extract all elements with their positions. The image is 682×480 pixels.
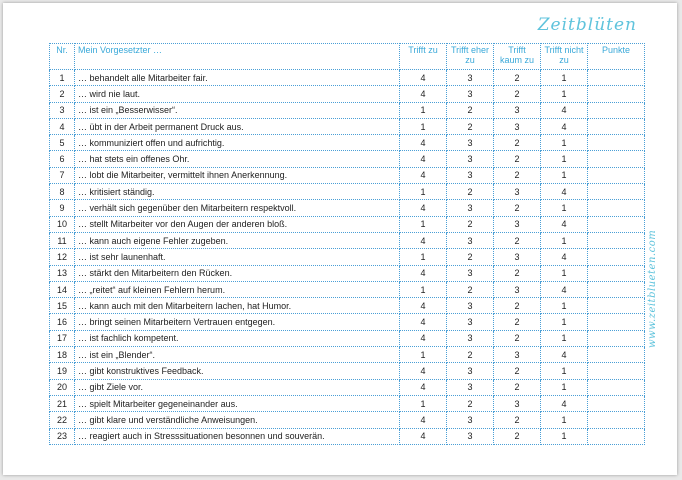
value-trifft-zu: 4 bbox=[400, 363, 447, 379]
table-body bbox=[50, 70, 645, 445]
value-trifft-kaum-zu: 2 bbox=[494, 379, 541, 395]
row-number: 20 bbox=[50, 379, 75, 395]
value-trifft-zu: 1 bbox=[400, 395, 447, 411]
value-trifft-zu: 4 bbox=[400, 232, 447, 248]
row-number: 5 bbox=[50, 135, 75, 151]
value-trifft-eher-zu: 3 bbox=[447, 70, 494, 86]
side-url: www.zeitblueten.com bbox=[647, 229, 658, 348]
value-trifft-nicht-zu: 4 bbox=[541, 184, 588, 200]
header-trifft-zu: Trifft zu bbox=[400, 44, 447, 70]
value-trifft-zu: 1 bbox=[400, 281, 447, 297]
points-cell[interactable] bbox=[588, 184, 645, 200]
value-trifft-nicht-zu: 1 bbox=[541, 70, 588, 86]
value-trifft-zu: 1 bbox=[400, 216, 447, 232]
value-trifft-zu: 4 bbox=[400, 70, 447, 86]
table-row bbox=[50, 281, 645, 297]
row-number: 11 bbox=[50, 232, 75, 248]
row-number: 18 bbox=[50, 347, 75, 363]
value-trifft-eher-zu: 3 bbox=[447, 412, 494, 428]
value-trifft-zu: 1 bbox=[400, 184, 447, 200]
row-number: 17 bbox=[50, 330, 75, 346]
table-row bbox=[50, 428, 645, 444]
value-trifft-nicht-zu: 1 bbox=[541, 232, 588, 248]
value-trifft-kaum-zu: 3 bbox=[494, 249, 541, 265]
row-statement: … bringt seinen Mitarbeitern Vertrauen entgegen. bbox=[75, 314, 400, 330]
table-row bbox=[50, 118, 645, 134]
points-cell[interactable] bbox=[588, 118, 645, 134]
value-trifft-eher-zu: 2 bbox=[447, 347, 494, 363]
row-number: 12 bbox=[50, 249, 75, 265]
table-row bbox=[50, 412, 645, 428]
brand-logo: Zeitblüten bbox=[537, 15, 637, 35]
points-cell[interactable] bbox=[588, 167, 645, 183]
value-trifft-zu: 1 bbox=[400, 347, 447, 363]
value-trifft-nicht-zu: 1 bbox=[541, 412, 588, 428]
row-statement: … kann auch eigene Fehler zugeben. bbox=[75, 232, 400, 248]
row-statement: … verhält sich gegenüber den Mitarbeitern respektvoll. bbox=[75, 200, 400, 216]
row-statement: … kritisiert ständig. bbox=[75, 184, 400, 200]
row-number: 19 bbox=[50, 363, 75, 379]
value-trifft-eher-zu: 2 bbox=[447, 216, 494, 232]
value-trifft-nicht-zu: 1 bbox=[541, 330, 588, 346]
table-row bbox=[50, 330, 645, 346]
points-cell[interactable] bbox=[588, 347, 645, 363]
points-cell[interactable] bbox=[588, 265, 645, 281]
value-trifft-eher-zu: 3 bbox=[447, 86, 494, 102]
row-statement: … stellt Mitarbeiter vor den Augen der anderen bloß. bbox=[75, 216, 400, 232]
value-trifft-nicht-zu: 1 bbox=[541, 363, 588, 379]
value-trifft-nicht-zu: 4 bbox=[541, 395, 588, 411]
value-trifft-eher-zu: 3 bbox=[447, 135, 494, 151]
value-trifft-kaum-zu: 2 bbox=[494, 314, 541, 330]
value-trifft-eher-zu: 3 bbox=[447, 363, 494, 379]
value-trifft-zu: 4 bbox=[400, 167, 447, 183]
row-statement: … ist fachlich kompetent. bbox=[75, 330, 400, 346]
table-row bbox=[50, 232, 645, 248]
value-trifft-nicht-zu: 4 bbox=[541, 216, 588, 232]
table-row bbox=[50, 200, 645, 216]
value-trifft-kaum-zu: 2 bbox=[494, 70, 541, 86]
table-row bbox=[50, 395, 645, 411]
row-number: 3 bbox=[50, 102, 75, 118]
value-trifft-kaum-zu: 3 bbox=[494, 216, 541, 232]
header-trifft-nicht-zu: Trifft nicht zu bbox=[541, 44, 588, 70]
table-row bbox=[50, 86, 645, 102]
row-statement: … kann auch mit den Mitarbeitern lachen, hat Humor. bbox=[75, 298, 400, 314]
row-statement: … gibt konstruktives Feedback. bbox=[75, 363, 400, 379]
row-number: 9 bbox=[50, 200, 75, 216]
table-row bbox=[50, 363, 645, 379]
points-cell[interactable] bbox=[588, 200, 645, 216]
value-trifft-eher-zu: 3 bbox=[447, 314, 494, 330]
value-trifft-nicht-zu: 1 bbox=[541, 167, 588, 183]
header-statement: Mein Vorgesetzter … bbox=[75, 44, 400, 70]
value-trifft-eher-zu: 3 bbox=[447, 330, 494, 346]
points-cell[interactable] bbox=[588, 249, 645, 265]
points-cell[interactable] bbox=[588, 232, 645, 248]
points-cell[interactable] bbox=[588, 298, 645, 314]
value-trifft-nicht-zu: 1 bbox=[541, 200, 588, 216]
row-number: 7 bbox=[50, 167, 75, 183]
value-trifft-eher-zu: 2 bbox=[447, 184, 494, 200]
row-statement: … stärkt den Mitarbeitern den Rücken. bbox=[75, 265, 400, 281]
value-trifft-kaum-zu: 3 bbox=[494, 395, 541, 411]
row-statement: … spielt Mitarbeiter gegeneinander aus. bbox=[75, 395, 400, 411]
row-statement: … kommuniziert offen und aufrichtig. bbox=[75, 135, 400, 151]
table-row bbox=[50, 151, 645, 167]
header-trifft-kaum-zu: Trifft kaum zu bbox=[494, 44, 541, 70]
value-trifft-nicht-zu: 1 bbox=[541, 135, 588, 151]
value-trifft-zu: 1 bbox=[400, 249, 447, 265]
table-row bbox=[50, 265, 645, 281]
points-cell[interactable] bbox=[588, 395, 645, 411]
row-number: 10 bbox=[50, 216, 75, 232]
value-trifft-eher-zu: 3 bbox=[447, 151, 494, 167]
value-trifft-eher-zu: 3 bbox=[447, 167, 494, 183]
header-nr: Nr. bbox=[50, 44, 75, 70]
value-trifft-nicht-zu: 1 bbox=[541, 86, 588, 102]
value-trifft-nicht-zu: 4 bbox=[541, 118, 588, 134]
row-number: 21 bbox=[50, 395, 75, 411]
value-trifft-kaum-zu: 3 bbox=[494, 184, 541, 200]
points-cell[interactable] bbox=[588, 135, 645, 151]
document-page bbox=[3, 3, 677, 475]
table-row bbox=[50, 70, 645, 86]
value-trifft-nicht-zu: 4 bbox=[541, 249, 588, 265]
value-trifft-nicht-zu: 1 bbox=[541, 298, 588, 314]
value-trifft-kaum-zu: 3 bbox=[494, 118, 541, 134]
points-cell[interactable] bbox=[588, 428, 645, 444]
table-row bbox=[50, 216, 645, 232]
value-trifft-kaum-zu: 2 bbox=[494, 200, 541, 216]
value-trifft-kaum-zu: 2 bbox=[494, 363, 541, 379]
questionnaire-table bbox=[49, 43, 645, 445]
table-row bbox=[50, 135, 645, 151]
row-statement: … wird nie laut. bbox=[75, 86, 400, 102]
row-number: 15 bbox=[50, 298, 75, 314]
row-number: 6 bbox=[50, 151, 75, 167]
table-row bbox=[50, 167, 645, 183]
value-trifft-kaum-zu: 2 bbox=[494, 412, 541, 428]
value-trifft-kaum-zu: 2 bbox=[494, 298, 541, 314]
value-trifft-kaum-zu: 2 bbox=[494, 86, 541, 102]
value-trifft-kaum-zu: 3 bbox=[494, 281, 541, 297]
points-cell[interactable] bbox=[588, 314, 645, 330]
value-trifft-eher-zu: 3 bbox=[447, 200, 494, 216]
table-row bbox=[50, 102, 645, 118]
points-cell[interactable] bbox=[588, 412, 645, 428]
value-trifft-zu: 4 bbox=[400, 135, 447, 151]
row-number: 23 bbox=[50, 428, 75, 444]
row-statement: … hat stets ein offenes Ohr. bbox=[75, 151, 400, 167]
table-row bbox=[50, 249, 645, 265]
header-row bbox=[50, 44, 645, 70]
value-trifft-zu: 4 bbox=[400, 428, 447, 444]
header-punkte: Punkte bbox=[588, 44, 645, 70]
value-trifft-eher-zu: 3 bbox=[447, 428, 494, 444]
value-trifft-zu: 4 bbox=[400, 265, 447, 281]
table-row bbox=[50, 347, 645, 363]
value-trifft-kaum-zu: 2 bbox=[494, 151, 541, 167]
table-row bbox=[50, 184, 645, 200]
value-trifft-eher-zu: 2 bbox=[447, 249, 494, 265]
value-trifft-kaum-zu: 2 bbox=[494, 232, 541, 248]
value-trifft-zu: 4 bbox=[400, 200, 447, 216]
value-trifft-zu: 4 bbox=[400, 314, 447, 330]
points-cell[interactable] bbox=[588, 102, 645, 118]
value-trifft-kaum-zu: 2 bbox=[494, 167, 541, 183]
row-statement: … übt in der Arbeit permanent Druck aus. bbox=[75, 118, 400, 134]
points-cell[interactable] bbox=[588, 379, 645, 395]
points-cell[interactable] bbox=[588, 330, 645, 346]
value-trifft-kaum-zu: 2 bbox=[494, 330, 541, 346]
row-statement: … „reitet“ auf kleinen Fehlern herum. bbox=[75, 281, 400, 297]
points-cell[interactable] bbox=[588, 70, 645, 86]
value-trifft-nicht-zu: 1 bbox=[541, 151, 588, 167]
value-trifft-zu: 1 bbox=[400, 118, 447, 134]
table-row bbox=[50, 298, 645, 314]
value-trifft-eher-zu: 2 bbox=[447, 102, 494, 118]
row-statement: … gibt klare und verständliche Anweisungen. bbox=[75, 412, 400, 428]
row-statement: … lobt die Mitarbeiter, vermittelt ihnen Anerkennung. bbox=[75, 167, 400, 183]
header-trifft-eher-zu: Trifft eher zu bbox=[447, 44, 494, 70]
value-trifft-eher-zu: 3 bbox=[447, 379, 494, 395]
value-trifft-nicht-zu: 4 bbox=[541, 102, 588, 118]
value-trifft-zu: 4 bbox=[400, 298, 447, 314]
value-trifft-nicht-zu: 4 bbox=[541, 347, 588, 363]
row-number: 22 bbox=[50, 412, 75, 428]
value-trifft-nicht-zu: 4 bbox=[541, 281, 588, 297]
row-number: 1 bbox=[50, 70, 75, 86]
row-statement: … gibt Ziele vor. bbox=[75, 379, 400, 395]
row-number: 2 bbox=[50, 86, 75, 102]
points-cell[interactable] bbox=[588, 216, 645, 232]
points-cell[interactable] bbox=[588, 281, 645, 297]
value-trifft-eher-zu: 2 bbox=[447, 118, 494, 134]
value-trifft-zu: 4 bbox=[400, 412, 447, 428]
value-trifft-nicht-zu: 1 bbox=[541, 265, 588, 281]
value-trifft-eher-zu: 3 bbox=[447, 232, 494, 248]
row-number: 13 bbox=[50, 265, 75, 281]
table-row bbox=[50, 314, 645, 330]
value-trifft-kaum-zu: 2 bbox=[494, 428, 541, 444]
value-trifft-zu: 4 bbox=[400, 86, 447, 102]
points-cell[interactable] bbox=[588, 86, 645, 102]
row-statement: … behandelt alle Mitarbeiter fair. bbox=[75, 70, 400, 86]
value-trifft-eher-zu: 3 bbox=[447, 298, 494, 314]
value-trifft-zu: 4 bbox=[400, 330, 447, 346]
value-trifft-nicht-zu: 1 bbox=[541, 314, 588, 330]
points-cell[interactable] bbox=[588, 151, 645, 167]
value-trifft-eher-zu: 3 bbox=[447, 265, 494, 281]
value-trifft-kaum-zu: 3 bbox=[494, 102, 541, 118]
table-row bbox=[50, 379, 645, 395]
row-number: 14 bbox=[50, 281, 75, 297]
value-trifft-zu: 1 bbox=[400, 102, 447, 118]
row-statement: … ist ein „Blender“. bbox=[75, 347, 400, 363]
value-trifft-eher-zu: 2 bbox=[447, 395, 494, 411]
value-trifft-kaum-zu: 3 bbox=[494, 347, 541, 363]
value-trifft-eher-zu: 2 bbox=[447, 281, 494, 297]
row-statement: … ist sehr launenhaft. bbox=[75, 249, 400, 265]
points-cell[interactable] bbox=[588, 363, 645, 379]
value-trifft-kaum-zu: 2 bbox=[494, 135, 541, 151]
row-statement: … ist ein „Besserwisser“. bbox=[75, 102, 400, 118]
row-number: 4 bbox=[50, 118, 75, 134]
value-trifft-zu: 4 bbox=[400, 151, 447, 167]
value-trifft-nicht-zu: 1 bbox=[541, 428, 588, 444]
row-number: 8 bbox=[50, 184, 75, 200]
value-trifft-kaum-zu: 2 bbox=[494, 265, 541, 281]
row-statement: … reagiert auch in Stresssituationen besonnen und souverän. bbox=[75, 428, 400, 444]
value-trifft-zu: 4 bbox=[400, 379, 447, 395]
value-trifft-nicht-zu: 1 bbox=[541, 379, 588, 395]
row-number: 16 bbox=[50, 314, 75, 330]
